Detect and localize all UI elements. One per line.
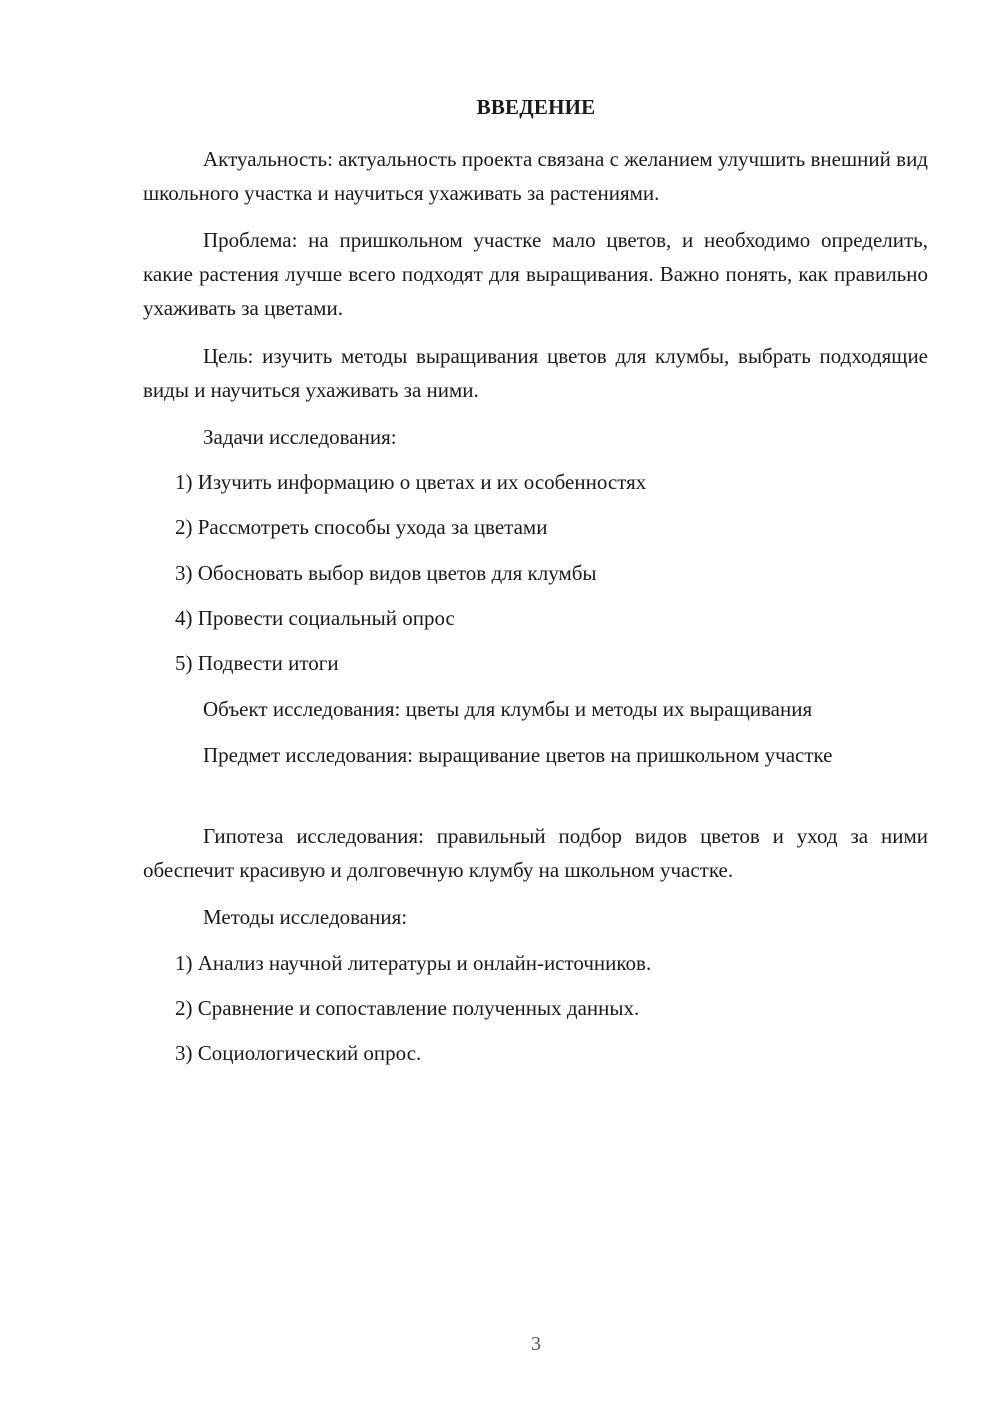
object-paragraph: Объект исследования: цветы для клумбы и методы их выращивания [203, 697, 813, 721]
method-item: 1) Анализ научной литературы и онлайн-источников. [175, 951, 652, 975]
relevance-paragraph: Актуальность: актуальность проекта связана с желанием улучшить внешний вид школьного участка и научиться ухаживать за растениями. [143, 147, 928, 205]
task-item: 1) Изучить информацию о цветах и их особенностях [175, 470, 647, 494]
task-item: 3) Обосновать выбор видов цветов для клумбы [175, 561, 597, 585]
problem-paragraph: Проблема: на пришкольном участке мало цветов, и необходимо определить, какие растения лучше всего подходят для выращивания. Важно понять, как правильно ухаживать за цветами. [143, 228, 928, 320]
task-item: 5) Подвести итоги [175, 651, 339, 675]
page-number: 3 [531, 1333, 541, 1355]
method-item: 2) Сравнение и сопоставление полученных данных. [175, 996, 640, 1020]
hypothesis-paragraph: Гипотеза исследования: правильный подбор видов цветов и уход за ними обеспечит красивую и долговечную клумбу на школьном участке. [143, 824, 928, 882]
task-item: 2) Рассмотреть способы ухода за цветами [175, 515, 548, 539]
methods-heading: Методы исследования: [203, 905, 408, 929]
method-item: 3) Социологический опрос. [175, 1041, 422, 1065]
section-title: ВВЕДЕНИЕ [476, 95, 596, 119]
tasks-heading: Задачи исследования: [203, 425, 397, 449]
task-item: 4) Провести социальный опрос [175, 606, 455, 630]
subject-paragraph: Предмет исследования: выращивание цветов на пришкольном участке [203, 743, 833, 767]
goal-paragraph: Цель: изучить методы выращивания цветов для клумбы, выбрать подходящие виды и научиться ухаживать за ними. [143, 344, 928, 402]
